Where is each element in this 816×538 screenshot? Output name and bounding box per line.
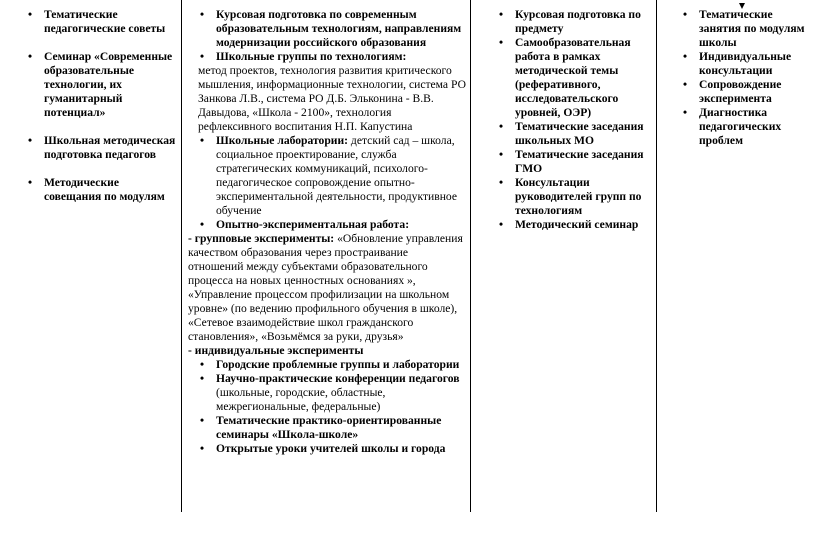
list-item: • Семинар «Современные образовательные технологии, их гуманитарный потенциал» bbox=[26, 50, 176, 120]
list-item: • Тематические заседания ГМО bbox=[497, 148, 654, 176]
list-item: • Тематические педагогические советы bbox=[26, 8, 176, 36]
column-3 bbox=[497, 8, 654, 232]
list-item: • Научно-практические конференции педагогов (школьные, городские, областные, межрегиональные, федеральные) bbox=[198, 372, 466, 414]
group-tech-text: метод проектов, технология развития критического мышления, информационные технологии, система РО Занкова Л.В., система РО Д.Б. Эльконина - В.В. Давыдова, «Школа - 2100», технология рефлексивного воспитания Н.П. Капустина bbox=[198, 64, 466, 133]
list-item: • Городские проблемные группы и лаборатории bbox=[198, 358, 466, 372]
list-item: • Курсовая подготовка по предмету bbox=[497, 8, 654, 36]
list-item: • Опытно-экспериментальная работа: bbox=[198, 218, 466, 232]
individual-experiments-title: - индивидуальные эксперименты bbox=[188, 344, 364, 357]
column-divider-1 bbox=[181, 0, 182, 512]
list-item: • Диагностика педагогических проблем bbox=[681, 106, 813, 148]
list-item: • Индивидуальные консультации bbox=[681, 50, 813, 78]
list-item: • Методический семинар bbox=[497, 218, 654, 232]
list-item: • Тематические занятия по модулям школы bbox=[681, 8, 813, 50]
list-item: • Школьные лаборатории: детский сад – школа, социальное проектирование, служба стратегических коммуникаций, психолого-педагогическое сопровождение опытно-экспериментальной деятельности, продуктивное обучение bbox=[198, 134, 466, 218]
column-divider-2 bbox=[470, 0, 471, 512]
column-2 bbox=[188, 8, 466, 456]
list-item: • Открытые уроки учителей школы и города bbox=[198, 442, 466, 456]
list-item: • Тематические заседания школьных МО bbox=[497, 120, 654, 148]
column-1 bbox=[26, 8, 176, 204]
list-item: • Сопровождение эксперимента bbox=[681, 78, 813, 106]
column-divider-3 bbox=[656, 0, 657, 512]
list-item: • Школьные группы по технологиям: bbox=[198, 50, 466, 64]
list-item: • Тематические практико-ориентированные семинары «Школа-школе» bbox=[198, 414, 466, 442]
group-experiments: - групповые эксперименты: «Обновление управления качеством образования через простраивание отношений между субъектами образовательного процесса на новых ценностных основаниях », «Управление процессом профилизации на школьном уровне» (по ведению профильного обучения в школе), «Сетевое взаимодействие школ гражданского становления», «Возьмёмся за руки, друзья» bbox=[188, 232, 463, 343]
list-item: • Школьная методическая подготовка педагогов bbox=[26, 134, 176, 162]
column-4 bbox=[681, 8, 813, 148]
list-item: • Курсовая подготовка по современным образовательным технологиям, направлениям модернизации российского образования bbox=[198, 8, 466, 50]
list-item: • Самообразовательная работа в рамках методической темы (реферативного, исследовательского уровней, ОЭР) bbox=[497, 36, 654, 120]
list-item: • Консультации руководителей групп по технологиям bbox=[497, 176, 654, 218]
list-item: • Методические совещания по модулям bbox=[26, 176, 176, 204]
